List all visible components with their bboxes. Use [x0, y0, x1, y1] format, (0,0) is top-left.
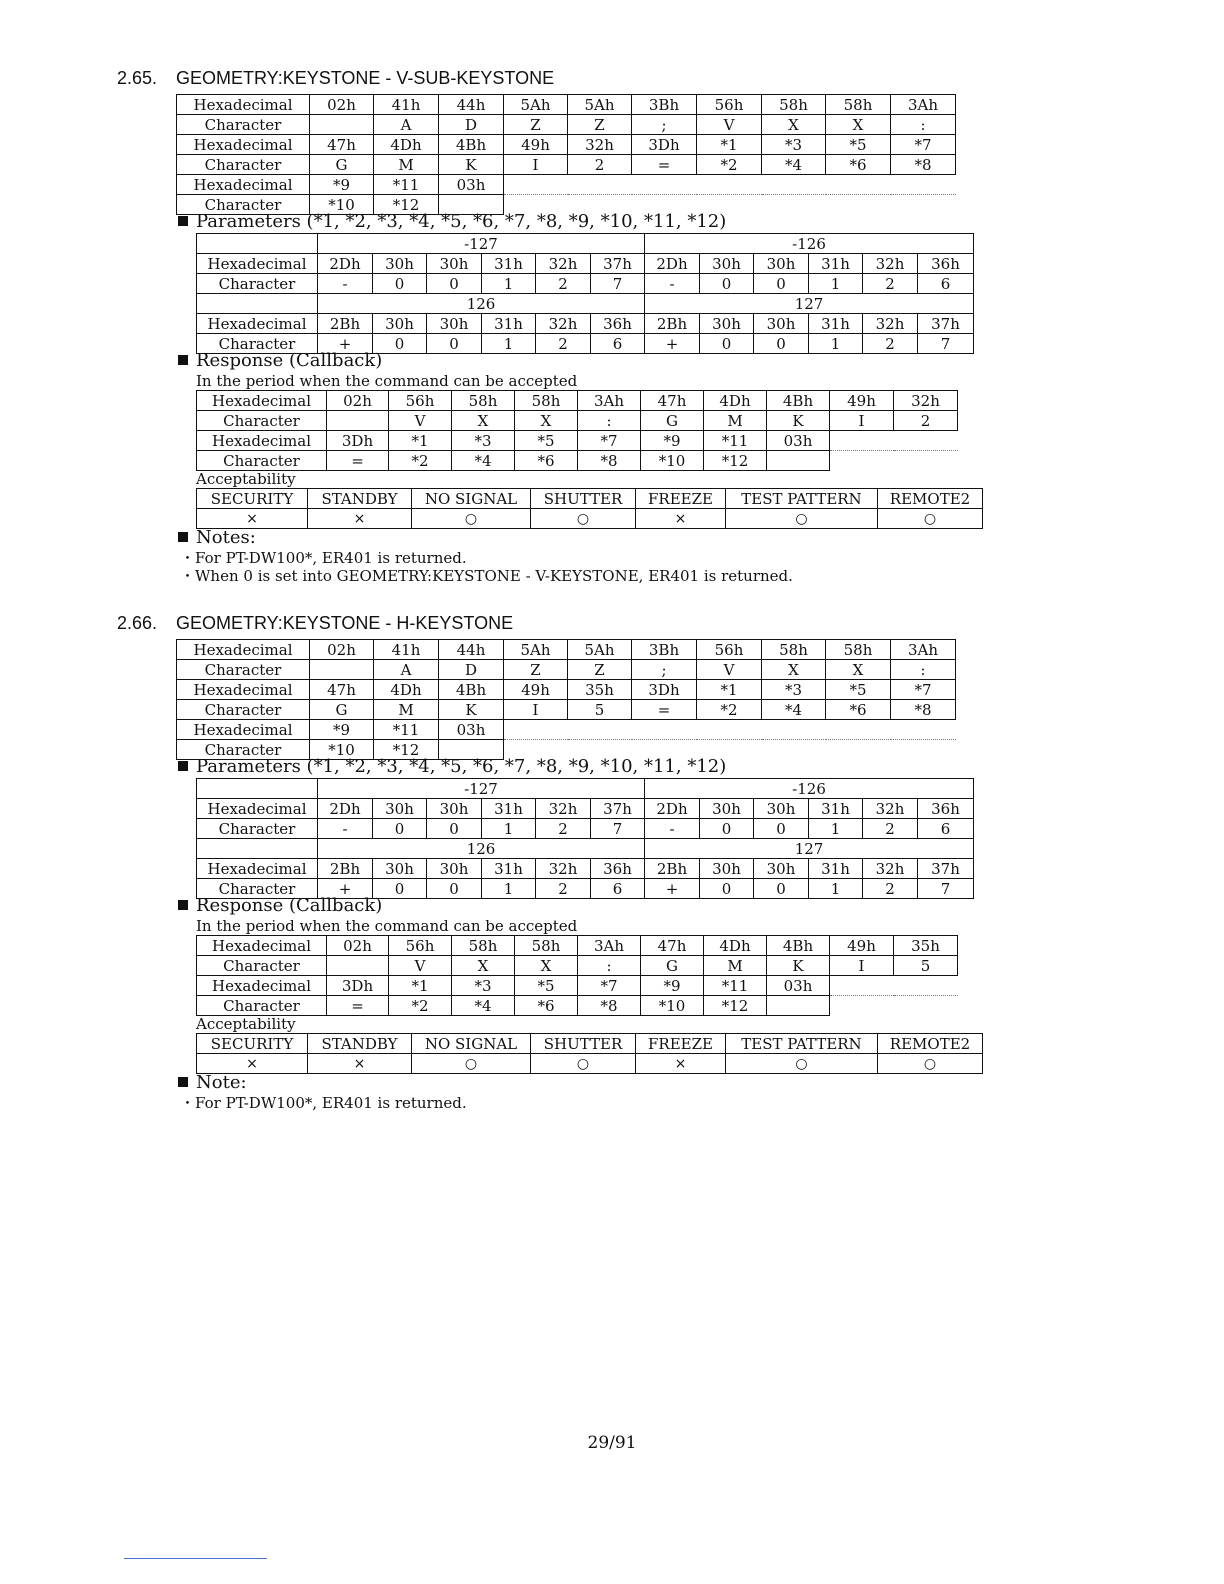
section-number: 2.66. [117, 613, 158, 633]
table-row: Hexadecimal 2Bh 30h 30h 31h 32h 36h 2Bh 30h 30h 31h 32h 37h [197, 859, 974, 879]
table-row: Character V X X : G M K I 5 [197, 956, 958, 976]
section-title: GEOMETRY:KEYSTONE - H-KEYSTONE [176, 613, 514, 633]
table-row: Character G M K I 5 = *2 *4 *6 *8 [177, 700, 956, 720]
acceptability-label: Acceptability [196, 1015, 296, 1033]
response-intro: In the period when the command can be accepted [196, 917, 578, 935]
response-intro: In the period when the command can be accepted [196, 372, 578, 390]
table-row: Hexadecimal 47h 4Dh 4Bh 49h 32h 3Dh *1 *3 *5 *7 [177, 135, 956, 155]
table-row: Hexadecimal 3Dh *1 *3 *5 *7 *9 *11 03h [197, 431, 958, 451]
acceptability-table [196, 1033, 983, 1074]
acceptability-table [196, 488, 983, 529]
note-item: ・For PT-DW100*, ER401 is returned. [180, 1094, 467, 1112]
response-heading: Response (Callback) [178, 351, 382, 371]
table-row: Hexadecimal 02h 56h 58h 58h 3Ah 47h 4Dh 4Bh 49h 35h [197, 936, 958, 956]
table-row: Hexadecimal *9 *11 03h [177, 720, 956, 740]
command-table [176, 94, 956, 215]
notes-heading: Note: [178, 1073, 247, 1093]
table-row: Hexadecimal 2Dh 30h 30h 31h 32h 37h 2Dh 30h 30h 31h 32h 36h [197, 799, 974, 819]
table-row: SECURITY STANDBY NO SIGNAL SHUTTER FREEZE TEST PATTERN REMOTE2 [197, 1034, 983, 1054]
table-row: Character A D Z Z ; V X X : [177, 660, 956, 680]
response-table [196, 390, 958, 471]
table-row: Hexadecimal 02h 56h 58h 58h 3Ah 47h 4Dh 4Bh 49h 32h [197, 391, 958, 411]
table-row: × × ○ ○ × ○ ○ [197, 509, 983, 529]
acceptability-label: Acceptability [196, 470, 296, 488]
table-row: Character - 0 0 1 2 7 - 0 0 1 2 6 [197, 819, 974, 839]
table-row: -127 -126 [197, 234, 974, 254]
table-row: Character - 0 0 1 2 7 - 0 0 1 2 6 [197, 274, 974, 294]
footer-rule [124, 1558, 267, 1559]
table-row: Character = *2 *4 *6 *8 *10 *12 [197, 996, 958, 1016]
table-row: Character + 0 0 1 2 6 + 0 0 1 2 7 [197, 879, 974, 899]
parameters-heading: Parameters (*1, *2, *3, *4, *5, *6, *7, *8, *9, *10, *11, *12) [178, 757, 726, 777]
section-number: 2.65. [117, 68, 158, 88]
notes-heading: Notes: [178, 528, 256, 548]
table-row: Hexadecimal 02h 41h 44h 5Ah 5Ah 3Bh 56h 58h 58h 3Ah [177, 640, 956, 660]
table-row: Hexadecimal 3Dh *1 *3 *5 *7 *9 *11 03h [197, 976, 958, 996]
table-row: Character G M K I 2 = *2 *4 *6 *8 [177, 155, 956, 175]
note-item: ・When 0 is set into GEOMETRY:KEYSTONE - V-KEYSTONE, ER401 is returned. [180, 567, 793, 585]
section-heading [117, 613, 513, 634]
table-row: Character *10 *12 [177, 195, 956, 215]
response-table [196, 935, 958, 1016]
bullet-square-icon [178, 761, 188, 771]
bullet-square-icon [178, 355, 188, 365]
parameters-table [196, 233, 974, 354]
table-row: × × ○ ○ × ○ ○ [197, 1054, 983, 1074]
table-row: Hexadecimal 2Dh 30h 30h 31h 32h 37h 2Dh 30h 30h 31h 32h 36h [197, 254, 974, 274]
table-row: Character A D Z Z ; V X X : [177, 115, 956, 135]
section-title: GEOMETRY:KEYSTONE - V-SUB-KEYSTONE [176, 68, 555, 88]
note-item: ・For PT-DW100*, ER401 is returned. [180, 549, 467, 567]
parameters-heading: Parameters (*1, *2, *3, *4, *5, *6, *7, *8, *9, *10, *11, *12) [178, 212, 726, 232]
bullet-square-icon [178, 1077, 188, 1087]
parameters-table [196, 778, 974, 899]
section-heading [117, 68, 554, 89]
table-row: Hexadecimal 02h 41h 44h 5Ah 5Ah 3Bh 56h 58h 58h 3Ah [177, 95, 956, 115]
bullet-square-icon [178, 216, 188, 226]
bullet-square-icon [178, 900, 188, 910]
table-row: Character V X X : G M K I 2 [197, 411, 958, 431]
table-row: Hexadecimal 47h 4Dh 4Bh 49h 35h 3Dh *1 *3 *5 *7 [177, 680, 956, 700]
table-row: -127 -126 [197, 779, 974, 799]
table-row: Character = *2 *4 *6 *8 *10 *12 [197, 451, 958, 471]
table-row: Hexadecimal 2Bh 30h 30h 31h 32h 36h 2Bh 30h 30h 31h 32h 37h [197, 314, 974, 334]
page-number: 29/91 [587, 1433, 637, 1453]
table-row: SECURITY STANDBY NO SIGNAL SHUTTER FREEZE TEST PATTERN REMOTE2 [197, 489, 983, 509]
table-row: 126 127 [197, 294, 974, 314]
bullet-square-icon [178, 532, 188, 542]
command-table [176, 639, 956, 760]
table-row: Character *10 *12 [177, 740, 956, 760]
table-row: Hexadecimal *9 *11 03h [177, 175, 956, 195]
response-heading: Response (Callback) [178, 896, 382, 916]
table-row: Character + 0 0 1 2 6 + 0 0 1 2 7 [197, 334, 974, 354]
table-row: 126 127 [197, 839, 974, 859]
